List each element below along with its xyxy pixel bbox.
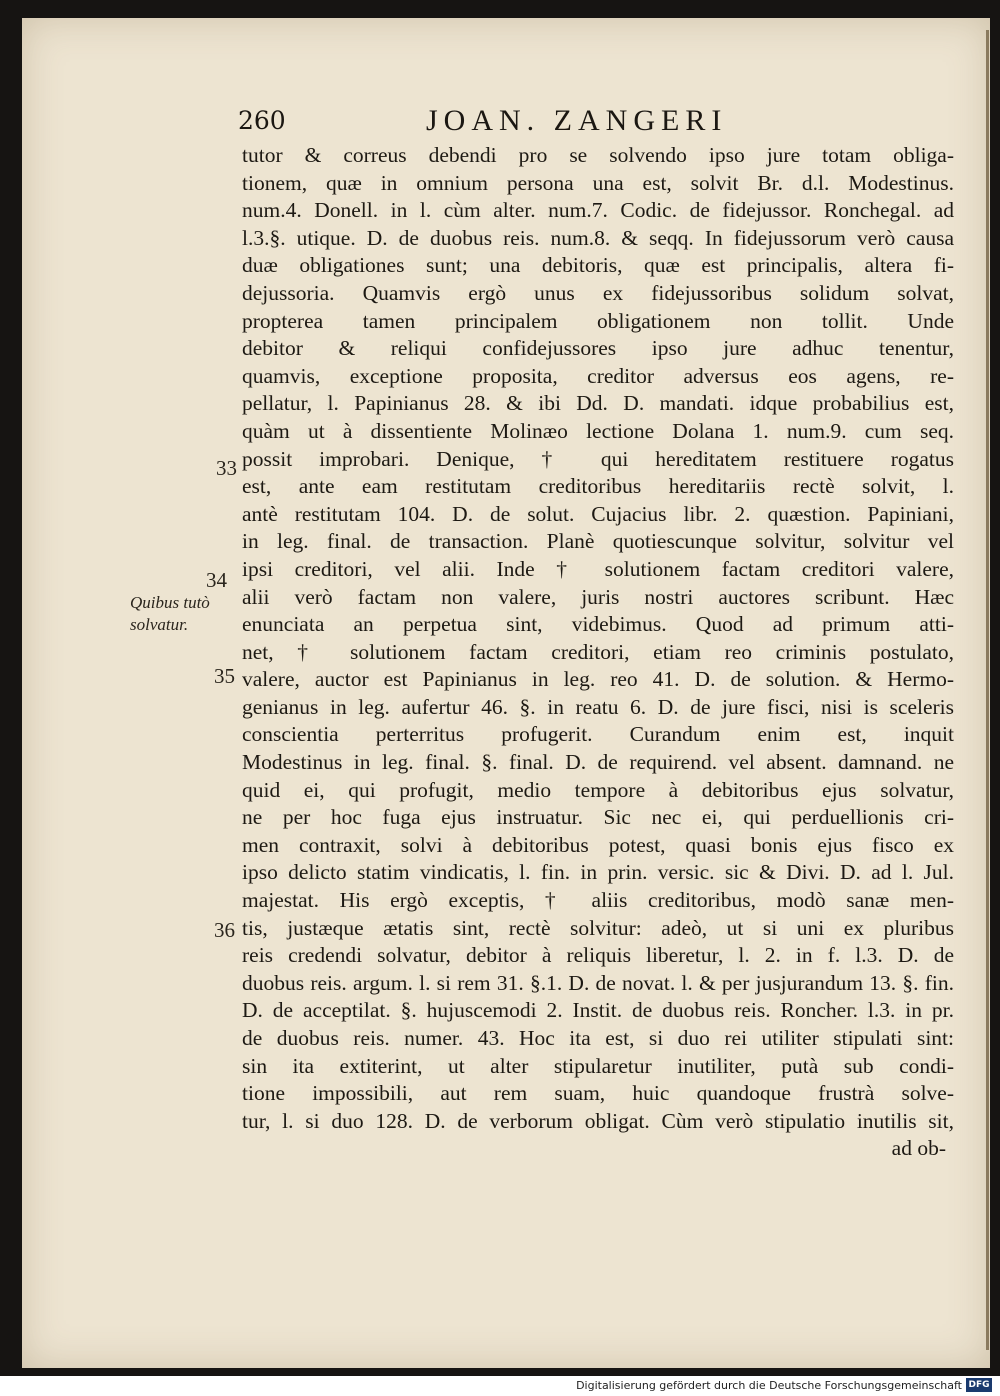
text-line: tione impossibili, aut rem suam, huic quandoque frustrà solve- <box>242 1081 954 1106</box>
marginal-note-line: Quibus tutò <box>130 593 210 612</box>
text-line: debitor & reliqui confidejussores ipso jure adhuc tenentur, <box>242 336 954 361</box>
page-number: 260 <box>238 106 286 135</box>
text-line: de duobus reis. numer. 43. Hoc ita est, si duo rei utiliter stipulati sint: <box>242 1026 954 1050</box>
marginal-note-line: solvatur. <box>130 615 189 634</box>
text-line: antè restitutam 104. D. de solut. Cujacius libr. 2. quæstion. Papiniani, <box>242 501 954 526</box>
margin-number: 36 <box>214 918 235 942</box>
body-text <box>242 142 954 1163</box>
text-line: conscientia perterritus profugerit. Curandum enim est, inquit <box>242 722 954 747</box>
text-line: ne per hoc fuga ejus instruatur. Sic nec ei, qui perduellionis cri- <box>242 805 954 830</box>
text-line: sin ita extiterint, ut alter stipularetur inutiliter, putà sub condi- <box>242 1053 954 1078</box>
text-line: D. de acceptilat. §. hujuscemodi 2. Instit. de duobus reis. Ronchег. l.3. in pr. <box>242 998 954 1023</box>
text-line: in leg. final. de transaction. Planè quotiescunque solvitur, solvitur vel <box>242 529 954 554</box>
text-line: possit improbari. Denique, † qui hereditatem restituere rogatus <box>242 446 954 471</box>
text-line: quàm ut à dissentiente Molinæo lectione Dolana 1. num.9. cum seq. <box>242 418 954 443</box>
catchword: ad ob- <box>891 1136 946 1161</box>
digitization-credit: Digitalisierung gefördert durch die Deutsche Forschungsgemeinschaft <box>576 1379 962 1392</box>
text-line: valere, auctor est Papinianus in leg. reo 41. D. de solution. & Hermo- <box>242 667 954 692</box>
text-line: num.4. Donell. in l. cùm alter. num.7. Codic. de fidejussor. Ronchegal. ad <box>242 198 954 223</box>
text-line: dejussoria. Quamvis ergò unus ex fidejussoribus solidum solvat, <box>242 280 954 305</box>
marginal-note <box>130 592 240 636</box>
text-line: alii verò factam non valere, juris nostri auctores scribunt. Hæc <box>242 584 954 609</box>
text-line: majestat. His ergò exceptis, † aliis creditoribus, modò sanæ men- <box>242 888 954 913</box>
text-line: ipso delicto statim vindicatis, l. fin. in prin. versic. sic & Divi. D. ad l. Jul. <box>242 860 954 885</box>
text-line: reis credendi solvatur, debitor à reliquis liberetur, l. 2. in f. l.3. D. de <box>242 943 954 968</box>
text-line: quamvis, exceptione proposita, creditor adversus eos agens, re- <box>242 363 954 388</box>
text-line: est, ante eam restitutam creditoribus hereditariis rectè solvit, l. <box>242 474 954 499</box>
text-line: enunciata an perpetua sint, videbimus. Quod ad primum atti- <box>242 612 954 637</box>
page-edge <box>986 30 989 1350</box>
text-line: tionem, quæ in omnium persona una est, solvit Br. d.l. Modestinus. <box>242 170 954 195</box>
text-line: l.3.§. utique. D. de duobus reis. num.8. & seqq. In fidejussorum verò causa <box>242 225 954 250</box>
text-line: net, † solutionem factam creditori, etiam reo criminis postulato, <box>242 639 954 664</box>
footer-bar <box>0 1376 1000 1396</box>
text-line: ipsi creditori, vel alii. Inde † solutionem factam creditori valere, <box>242 556 954 581</box>
margin-number: 35 <box>214 664 235 688</box>
page-header <box>230 104 760 144</box>
text-line: tis, justæque ætatis sint, rectè solvitur: adeò, ut si uni ex pluribus <box>242 915 954 940</box>
margin-number: 34 <box>206 568 227 592</box>
text-line: tutor & correus debendi pro se solvendo ipso jure totam obliga- <box>242 143 954 167</box>
text-line: genianus in leg. aufertur 46. §. in reatu 6. D. de jure fisci, nisi is sceleris <box>242 694 954 719</box>
text-line: duobus reis. argum. l. si rem 31. §.1. D. de novat. l. & per jusjurandum 13. §. fin. <box>242 970 954 995</box>
text-line: propterea tamen principalem obligationem non tollit. Unde <box>242 308 954 333</box>
dfg-logo-icon: DFG <box>966 1378 992 1392</box>
text-line: men contraxit, solvi à debitoribus potest, quasi bonis ejus fisco ex <box>242 832 954 857</box>
text-line: duæ obligationes sunt; una debitoris, quæ est principalis, altera fi- <box>242 253 954 278</box>
text-line: tur, l. si duo 128. D. de verborum obligat. Cùm verò stipulatio inutilis sit, <box>242 1108 954 1133</box>
text-line: Modestinus in leg. final. §. final. D. de requirend. vel absent. damnand. ne <box>242 750 954 775</box>
running-title: JOAN. ZANGERI <box>426 104 728 137</box>
margin-number: 33 <box>216 456 237 480</box>
text-line: quid ei, qui profugit, medio tempore à debitoribus ejus solvatur, <box>242 777 954 802</box>
text-line: pellatur, l. Papinianus 28. & ibi Dd. D. mandati. idque probabilius est, <box>242 391 954 416</box>
